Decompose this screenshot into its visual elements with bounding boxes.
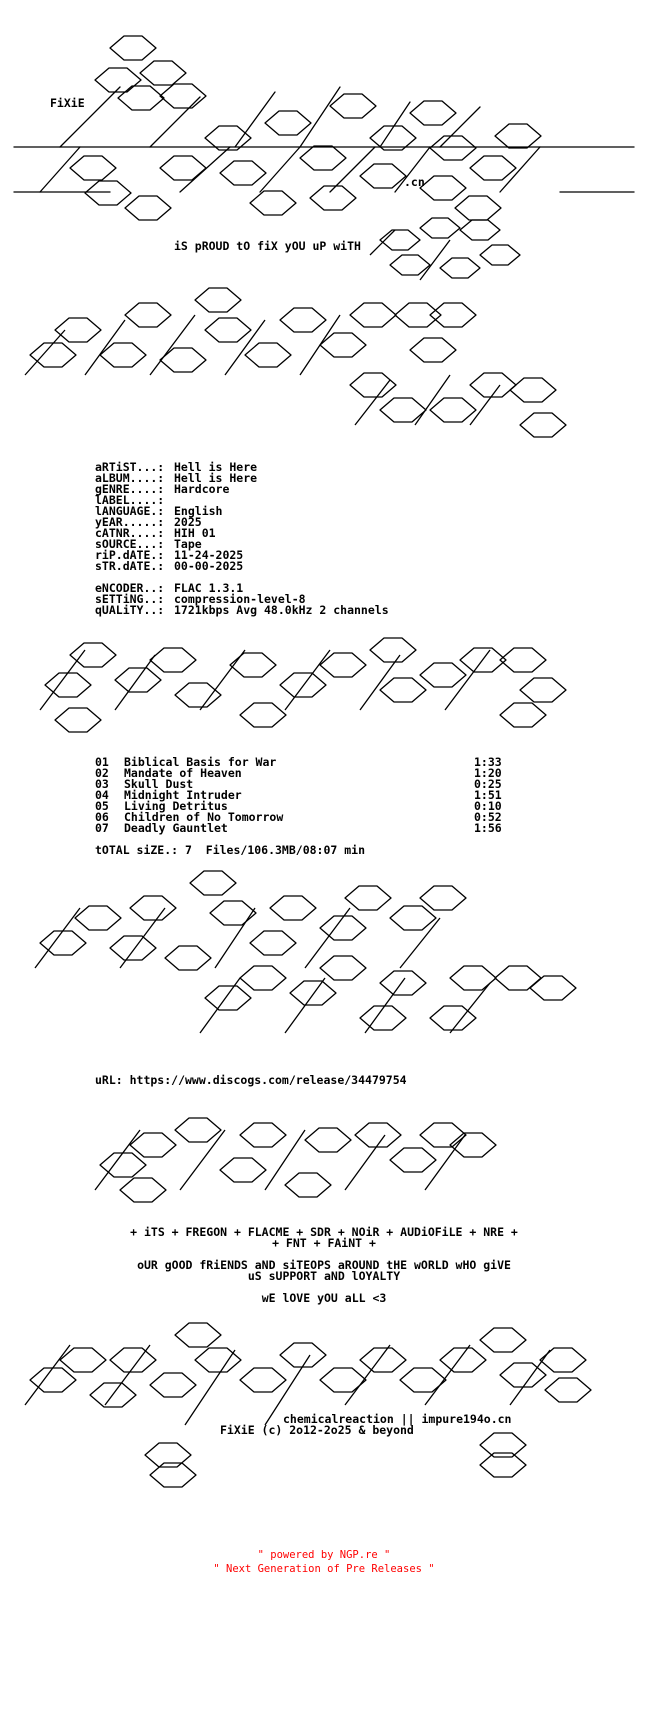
info-label: riP.dATE.:	[95, 548, 165, 562]
track-title: Children of No Tomorrow	[124, 810, 284, 824]
track-title: Skull Dust	[124, 777, 194, 791]
encoding-value: compression-level-8	[174, 592, 306, 606]
greets-line: uS sUPPORT aND lOYALTY	[247, 1269, 401, 1283]
info-label: sTR.dATE.:	[95, 559, 165, 573]
track-title: Deadly Gauntlet	[124, 821, 228, 835]
track-number: 03	[95, 777, 109, 791]
info-label: aLBUM....:	[95, 471, 165, 485]
info-value: 2025	[174, 515, 202, 529]
footer-tagline: " Next Generation of Pre Releases "	[213, 1563, 435, 1575]
greets-art	[0, 1105, 648, 1219]
track-number: 05	[95, 799, 109, 813]
track-time: 0:52	[474, 810, 502, 824]
info-value: Hell is Here	[174, 471, 258, 485]
info-label: lABEL....:	[95, 493, 165, 507]
info-value: 11-24-2025	[174, 548, 244, 562]
contact-line: chemicalreaction || impure194o.cn	[283, 1412, 512, 1426]
info-label: lANGUAGE.:	[95, 504, 165, 518]
track-time: 1:33	[474, 755, 502, 769]
encoding-label: eNCODER..:	[95, 581, 165, 595]
signature-art	[0, 1315, 648, 1494]
encoding-value: 1721kbps Avg 48.0kHz 2 channels	[174, 603, 389, 617]
track-number: 04	[95, 788, 109, 802]
intro-art	[0, 210, 648, 294]
encoding-label: qUALiTY..:	[95, 603, 165, 617]
track-time: 1:20	[474, 766, 502, 780]
track-title: Mandate of Heaven	[124, 766, 242, 780]
group-tag: FiXiE	[50, 96, 85, 110]
greets-line: + FNT + FAiNT +	[272, 1236, 376, 1250]
track-number: 02	[95, 766, 109, 780]
info-value: Hell is Here	[174, 460, 258, 474]
track-time: 1:51	[474, 788, 502, 802]
info-label: sOURCE...:	[95, 537, 165, 551]
track-number: 01	[95, 755, 109, 769]
greets-line: + iTS + FREGON + FLACME + SDR + NOiR + AUDiOFiLE + NRE +	[130, 1225, 518, 1239]
track-time: 0:10	[474, 799, 502, 813]
info-value: English	[174, 504, 223, 518]
info-label: yEAR.....:	[95, 515, 165, 529]
track-number: 07	[95, 821, 109, 835]
release-url: uRL: https://www.discogs.com/release/34479754	[95, 1073, 407, 1087]
info-label: gENRE....:	[95, 482, 165, 496]
copyright-line: FiXiE (c) 2o12-2o25 & beyond	[220, 1423, 414, 1437]
info-label: cATNR....:	[95, 526, 165, 540]
total-size: tOTAL siZE.: 7 Files/106.3MB/08:07 min	[95, 843, 366, 857]
info-value: Tape	[174, 537, 202, 551]
info-value: HIH 01	[174, 526, 216, 540]
info-value: Hardcore	[174, 482, 230, 496]
title-art	[0, 285, 648, 444]
track-title: Living Detritus	[124, 799, 228, 813]
track-time: 1:56	[474, 821, 502, 835]
encoding-value: FLAC 1.3.1	[174, 581, 244, 595]
tracklist-art	[0, 630, 648, 754]
love-line: wE lOVE yOU aLL <3	[261, 1291, 387, 1305]
greets-line: oUR gOOD fRiENDS aND siTEOPS aROUND tHE wORLD wHO giVE	[137, 1258, 511, 1272]
track-title: Biblical Basis for War	[124, 755, 277, 769]
track-number: 06	[95, 810, 109, 824]
info-value: 00-00-2025	[174, 559, 244, 573]
info-label: aRTiST...:	[95, 460, 165, 474]
notes-art	[0, 868, 648, 1052]
encoding-label: sETTiNG..:	[95, 592, 165, 606]
track-time: 0:25	[474, 777, 502, 791]
footer-powered-by: " powered by NGP.re "	[257, 1549, 391, 1561]
banner-art	[0, 18, 648, 232]
banner-domain: .cn	[404, 175, 425, 189]
intro-line: iS pROUD tO fiX yOU uP wiTH	[174, 239, 361, 253]
track-title: Midnight Intruder	[124, 788, 242, 802]
